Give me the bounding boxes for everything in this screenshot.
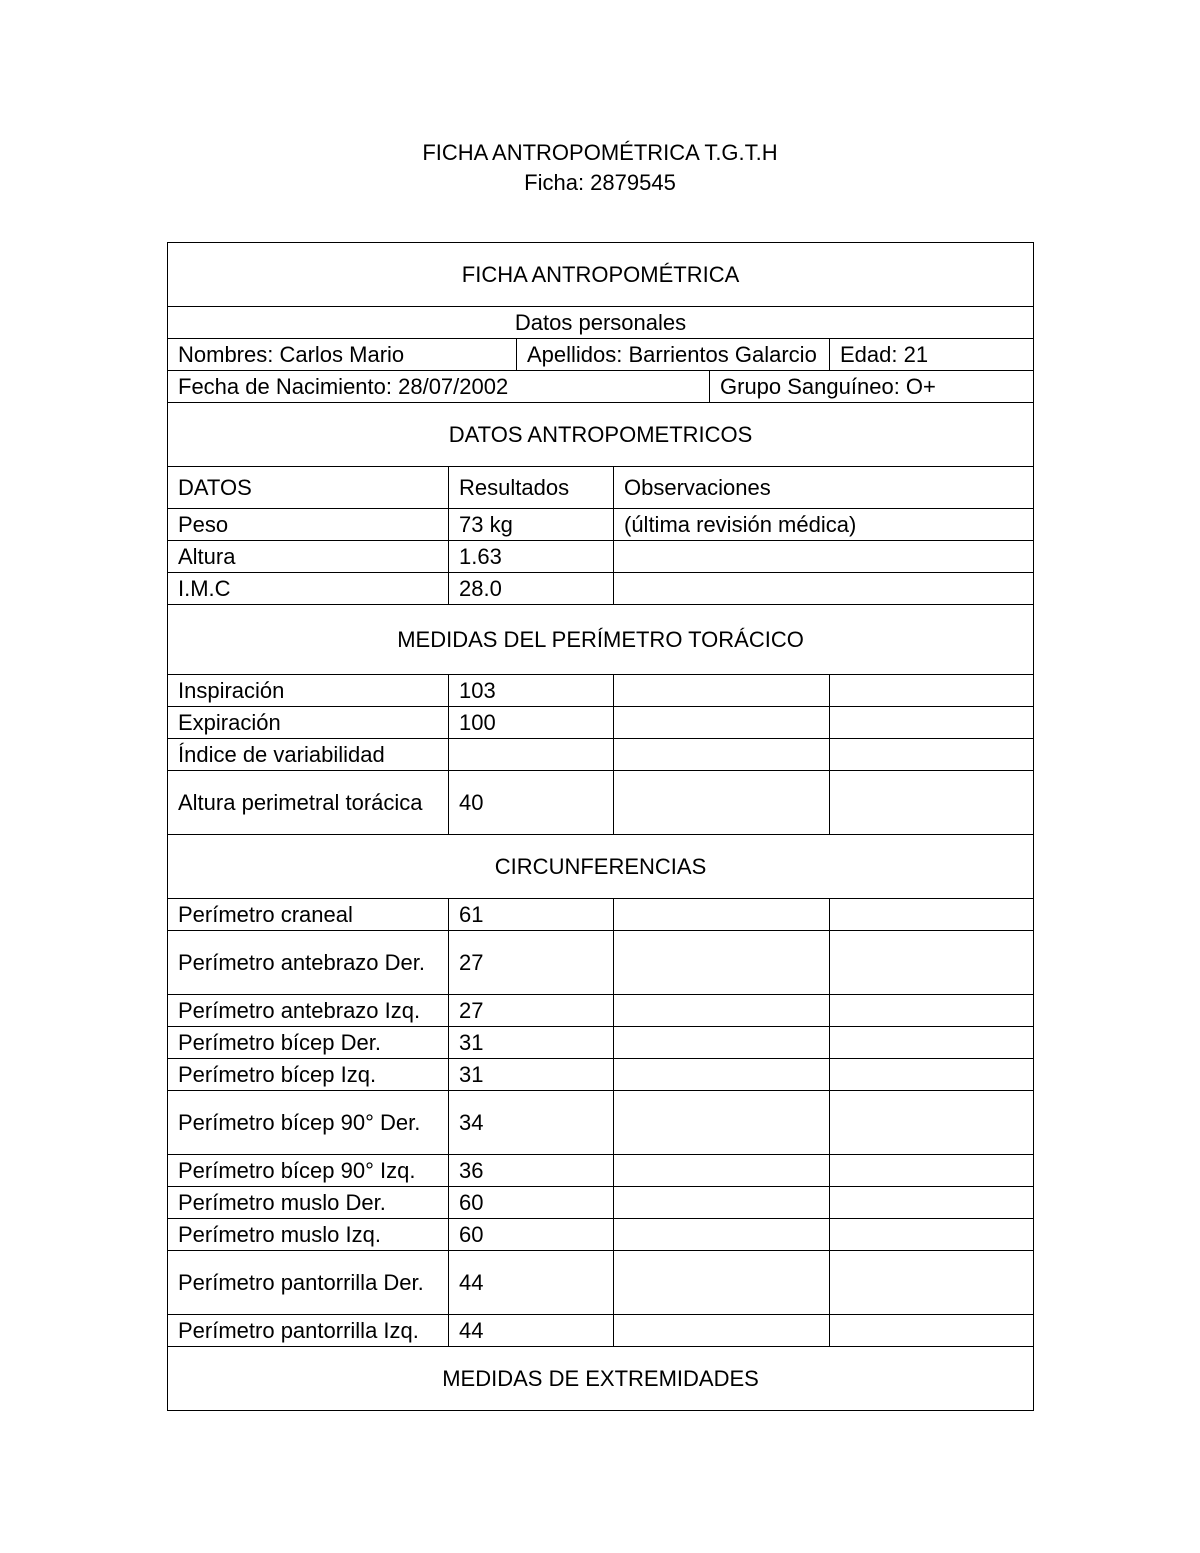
row-empty-cell: [614, 1315, 830, 1347]
row-observation: [614, 573, 1034, 605]
table-row: [168, 675, 1034, 707]
table-row: [168, 739, 1034, 771]
thoracic-rows: [168, 675, 1034, 835]
row-observation: (última revisión médica): [614, 509, 1034, 541]
table-row: [168, 1091, 1034, 1155]
row-empty-cell: [614, 771, 830, 835]
row-value: 60: [449, 1187, 614, 1219]
table-row: [168, 995, 1034, 1027]
row-value: 103: [449, 675, 614, 707]
row-value: 100: [449, 707, 614, 739]
nombres-cell: Nombres: Carlos Mario: [168, 339, 517, 371]
circumference-heading: CIRCUNFERENCIAS: [168, 835, 1034, 899]
anthropometric-heading-row: [168, 403, 1034, 467]
table-row: [168, 1219, 1034, 1251]
column-header-datos: DATOS: [168, 467, 449, 509]
row-value: 73 kg: [449, 509, 614, 541]
row-label: Perímetro bícep Izq.: [168, 1059, 449, 1091]
row-empty-cell: [614, 1059, 830, 1091]
circumference-rows: [168, 899, 1034, 1347]
row-label: Inspiración: [168, 675, 449, 707]
row-empty-cell: [614, 931, 830, 995]
row-empty-cell: [614, 1219, 830, 1251]
row-empty-cell: [614, 1251, 830, 1315]
row-empty-cell: [614, 1187, 830, 1219]
row-value: 1.63: [449, 541, 614, 573]
table-row: [168, 509, 1034, 541]
table-row: [168, 573, 1034, 605]
row-value: 44: [449, 1251, 614, 1315]
edad-cell: Edad: 21: [830, 339, 1034, 371]
row-empty-cell: [614, 899, 830, 931]
row-empty-cell: [830, 995, 1034, 1027]
row-label: Índice de variabilidad: [168, 739, 449, 771]
row-value: 36: [449, 1155, 614, 1187]
row-empty-cell: [614, 707, 830, 739]
column-header-observaciones: Observaciones: [614, 467, 1034, 509]
row-label: Altura perimetral torácica: [168, 771, 449, 835]
row-label: Perímetro pantorrilla Izq.: [168, 1315, 449, 1347]
fecha-nacimiento-cell: Fecha de Nacimiento: 28/07/2002: [168, 371, 710, 403]
row-empty-cell: [830, 1219, 1034, 1251]
row-empty-cell: [614, 1091, 830, 1155]
row-empty-cell: [614, 675, 830, 707]
personal-heading-row: [168, 307, 1034, 339]
thoracic-heading: MEDIDAS DEL PERÍMETRO TORÁCICO: [168, 605, 1034, 675]
row-value: 40: [449, 771, 614, 835]
table-row: [168, 707, 1034, 739]
column-header-resultados: Resultados: [449, 467, 614, 509]
table-row: [168, 1187, 1034, 1219]
document-title: FICHA ANTROPOMÉTRICA T.G.T.H: [422, 140, 778, 165]
row-empty-cell: [830, 739, 1034, 771]
table-row: [168, 899, 1034, 931]
table-row: [168, 771, 1034, 835]
row-label: Expiración: [168, 707, 449, 739]
row-empty-cell: [830, 675, 1034, 707]
row-label: Perímetro pantorrilla Der.: [168, 1251, 449, 1315]
ficha-number: Ficha: 2879545: [524, 170, 676, 195]
row-value: 31: [449, 1059, 614, 1091]
row-value: 31: [449, 1027, 614, 1059]
table-row: [168, 1251, 1034, 1315]
row-label: Perímetro muslo Der.: [168, 1187, 449, 1219]
anthropometric-heading: DATOS ANTROPOMETRICOS: [168, 403, 1034, 467]
row-label: Perímetro bícep Der.: [168, 1027, 449, 1059]
circumference-heading-row: [168, 835, 1034, 899]
row-value: 34: [449, 1091, 614, 1155]
row-empty-cell: [830, 1155, 1034, 1187]
table-row: [168, 1315, 1034, 1347]
row-empty-cell: [830, 1251, 1034, 1315]
row-empty-cell: [830, 707, 1034, 739]
row-label: Perímetro bícep 90° Izq.: [168, 1155, 449, 1187]
row-value: 44: [449, 1315, 614, 1347]
row-empty-cell: [830, 771, 1034, 835]
thoracic-heading-row: [168, 605, 1034, 675]
row-label: Perímetro antebrazo Der.: [168, 931, 449, 995]
row-value: 28.0: [449, 573, 614, 605]
sheet-title: FICHA ANTROPOMÉTRICA: [168, 243, 1034, 307]
row-value: 61: [449, 899, 614, 931]
row-empty-cell: [830, 1091, 1034, 1155]
grupo-sanguineo-cell: Grupo Sanguíneo: O+: [710, 371, 1034, 403]
anthropometric-sheet: [167, 242, 1034, 1411]
row-label: Perímetro craneal: [168, 899, 449, 931]
row-empty-cell: [830, 931, 1034, 995]
apellidos-cell: Apellidos: Barrientos Galarcio: [517, 339, 830, 371]
row-value: 27: [449, 995, 614, 1027]
row-empty-cell: [614, 995, 830, 1027]
row-empty-cell: [614, 1027, 830, 1059]
row-label: Peso: [168, 509, 449, 541]
basic-data-rows: [168, 509, 1034, 605]
row-empty-cell: [614, 1155, 830, 1187]
table-row: [168, 931, 1034, 995]
row-value: [449, 739, 614, 771]
row-label: Perímetro bícep 90° Der.: [168, 1091, 449, 1155]
row-value: 27: [449, 931, 614, 995]
row-label: Perímetro antebrazo Izq.: [168, 995, 449, 1027]
row-empty-cell: [830, 1027, 1034, 1059]
row-observation: [614, 541, 1034, 573]
row-empty-cell: [830, 899, 1034, 931]
row-empty-cell: [830, 1059, 1034, 1091]
row-label: Altura: [168, 541, 449, 573]
row-empty-cell: [830, 1315, 1034, 1347]
page-header: [0, 138, 1200, 198]
table-row: [168, 1027, 1034, 1059]
personal-heading: Datos personales: [168, 307, 1034, 339]
table-row: [168, 1155, 1034, 1187]
birth-row: [168, 371, 1034, 403]
name-row: [168, 339, 1034, 371]
sheet-title-row: [168, 243, 1034, 307]
extremities-heading-row: [168, 1347, 1034, 1411]
table-row: [168, 1059, 1034, 1091]
extremities-heading: MEDIDAS DE EXTREMIDADES: [168, 1347, 1034, 1411]
row-label: Perímetro muslo Izq.: [168, 1219, 449, 1251]
table-row: [168, 541, 1034, 573]
column-header-row: [168, 467, 1034, 509]
row-empty-cell: [830, 1187, 1034, 1219]
row-empty-cell: [614, 739, 830, 771]
row-label: I.M.C: [168, 573, 449, 605]
row-value: 60: [449, 1219, 614, 1251]
